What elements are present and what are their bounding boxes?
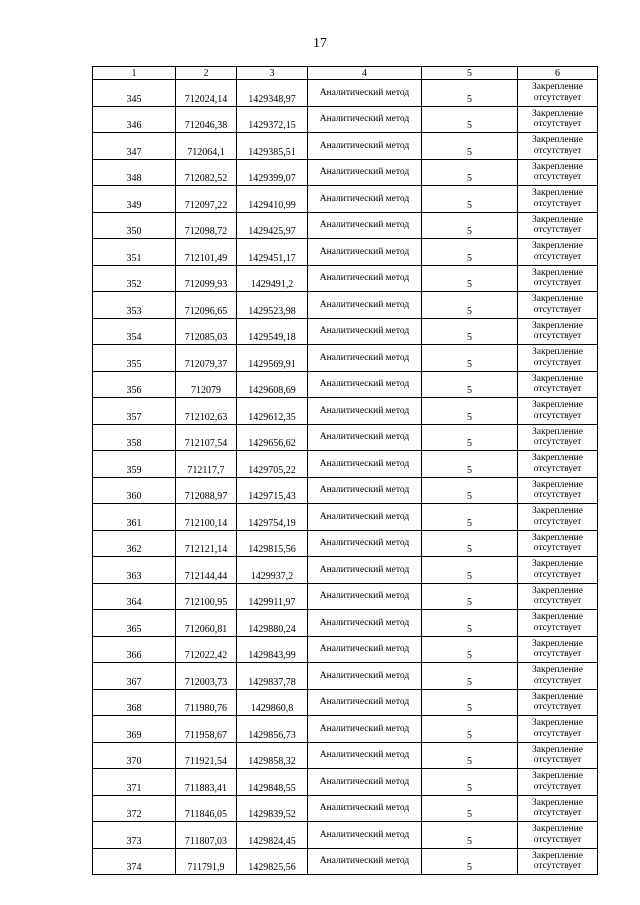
y-coordinate-cell: 1429348,97 <box>237 80 308 107</box>
table-row <box>93 292 598 319</box>
point-number-cell: 356 <box>93 371 176 398</box>
y-coordinate-cell: 1429523,98 <box>237 292 308 319</box>
y-coordinate-cell: 1429385,51 <box>237 133 308 160</box>
point-number-cell: 346 <box>93 106 176 133</box>
method-cell: Аналитический метод <box>308 159 422 186</box>
y-coordinate-cell: 1429837,78 <box>237 663 308 690</box>
table-row <box>93 477 598 504</box>
y-coordinate-cell: 1429937,2 <box>237 557 308 584</box>
fixing-cell: Закрепление отсутствует <box>518 769 598 796</box>
y-coordinate-cell: 1429839,52 <box>237 795 308 822</box>
point-number-cell: 348 <box>93 159 176 186</box>
column-header: 6 <box>518 67 598 80</box>
y-coordinate-cell: 1429549,18 <box>237 318 308 345</box>
fixing-cell: Закрепление отсутствует <box>518 822 598 849</box>
y-coordinate-cell: 1429715,43 <box>237 477 308 504</box>
method-cell: Аналитический метод <box>308 663 422 690</box>
accuracy-cell: 5 <box>422 106 518 133</box>
x-coordinate-cell: 712096,65 <box>176 292 237 319</box>
accuracy-cell: 5 <box>422 742 518 769</box>
y-coordinate-cell: 1429399,07 <box>237 159 308 186</box>
accuracy-cell: 5 <box>422 769 518 796</box>
table-row <box>93 716 598 743</box>
table-row <box>93 424 598 451</box>
accuracy-cell: 5 <box>422 345 518 372</box>
x-coordinate-cell: 712100,95 <box>176 583 237 610</box>
fixing-cell: Закрепление отсутствует <box>518 610 598 637</box>
fixing-cell: Закрепление отсутствует <box>518 133 598 160</box>
x-coordinate-cell: 711846,05 <box>176 795 237 822</box>
method-cell: Аналитический метод <box>308 477 422 504</box>
page-number: 17 <box>313 36 327 51</box>
point-number-cell: 350 <box>93 212 176 239</box>
accuracy-cell: 5 <box>422 371 518 398</box>
table-row <box>93 318 598 345</box>
method-cell: Аналитический метод <box>308 239 422 266</box>
table-row <box>93 186 598 213</box>
table-row <box>93 451 598 478</box>
method-cell: Аналитический метод <box>308 133 422 160</box>
fixing-cell: Закрепление отсутствует <box>518 292 598 319</box>
table-row <box>93 159 598 186</box>
y-coordinate-cell: 1429824,45 <box>237 822 308 849</box>
x-coordinate-cell: 712082,52 <box>176 159 237 186</box>
method-cell: Аналитический метод <box>308 689 422 716</box>
accuracy-cell: 5 <box>422 212 518 239</box>
fixing-cell: Закрепление отсутствует <box>518 689 598 716</box>
table-row <box>93 212 598 239</box>
x-coordinate-cell: 712102,63 <box>176 398 237 425</box>
table-row <box>93 769 598 796</box>
method-cell: Аналитический метод <box>308 398 422 425</box>
method-cell: Аналитический метод <box>308 636 422 663</box>
x-coordinate-cell: 712046,38 <box>176 106 237 133</box>
y-coordinate-cell: 1429656,62 <box>237 424 308 451</box>
y-coordinate-cell: 1429911,97 <box>237 583 308 610</box>
table-row <box>93 345 598 372</box>
x-coordinate-cell: 712099,93 <box>176 265 237 292</box>
method-cell: Аналитический метод <box>308 318 422 345</box>
point-number-cell: 359 <box>93 451 176 478</box>
fixing-cell: Закрепление отсутствует <box>518 106 598 133</box>
x-coordinate-cell: 712117,7 <box>176 451 237 478</box>
point-number-cell: 365 <box>93 610 176 637</box>
column-header: 1 <box>93 67 176 80</box>
y-coordinate-cell: 1429880,24 <box>237 610 308 637</box>
point-number-cell: 357 <box>93 398 176 425</box>
method-cell: Аналитический метод <box>308 80 422 107</box>
table-row <box>93 583 598 610</box>
accuracy-cell: 5 <box>422 689 518 716</box>
y-coordinate-cell: 1429858,32 <box>237 742 308 769</box>
table-row <box>93 663 598 690</box>
fixing-cell: Закрепление отсутствует <box>518 716 598 743</box>
accuracy-cell: 5 <box>422 80 518 107</box>
fixing-cell: Закрепление отсутствует <box>518 636 598 663</box>
point-number-cell: 351 <box>93 239 176 266</box>
method-cell: Аналитический метод <box>308 742 422 769</box>
y-coordinate-cell: 1429612,35 <box>237 398 308 425</box>
point-number-cell: 366 <box>93 636 176 663</box>
point-number-cell: 363 <box>93 557 176 584</box>
accuracy-cell: 5 <box>422 530 518 557</box>
fixing-cell: Закрепление отсутствует <box>518 424 598 451</box>
fixing-cell: Закрепление отсутствует <box>518 371 598 398</box>
table-row <box>93 689 598 716</box>
table-row <box>93 133 598 160</box>
x-coordinate-cell: 712144,44 <box>176 557 237 584</box>
point-number-cell: 354 <box>93 318 176 345</box>
fixing-cell: Закрепление отсутствует <box>518 212 598 239</box>
table-row <box>93 371 598 398</box>
accuracy-cell: 5 <box>422 716 518 743</box>
x-coordinate-cell: 712064,1 <box>176 133 237 160</box>
coordinates-table <box>92 66 598 875</box>
fixing-cell: Закрепление отсутствует <box>518 186 598 213</box>
method-cell: Аналитический метод <box>308 292 422 319</box>
y-coordinate-cell: 1429410,99 <box>237 186 308 213</box>
accuracy-cell: 5 <box>422 318 518 345</box>
fixing-cell: Закрепление отсутствует <box>518 239 598 266</box>
accuracy-cell: 5 <box>422 133 518 160</box>
y-coordinate-cell: 1429860,8 <box>237 689 308 716</box>
point-number-cell: 353 <box>93 292 176 319</box>
point-number-cell: 349 <box>93 186 176 213</box>
accuracy-cell: 5 <box>422 663 518 690</box>
method-cell: Аналитический метод <box>308 106 422 133</box>
method-cell: Аналитический метод <box>308 530 422 557</box>
point-number-cell: 369 <box>93 716 176 743</box>
x-coordinate-cell: 711980,76 <box>176 689 237 716</box>
x-coordinate-cell: 712085,03 <box>176 318 237 345</box>
point-number-cell: 372 <box>93 795 176 822</box>
fixing-cell: Закрепление отсутствует <box>518 663 598 690</box>
x-coordinate-cell: 711958,67 <box>176 716 237 743</box>
y-coordinate-cell: 1429705,22 <box>237 451 308 478</box>
point-number-cell: 362 <box>93 530 176 557</box>
point-number-cell: 374 <box>93 848 176 875</box>
method-cell: Аналитический метод <box>308 451 422 478</box>
point-number-cell: 347 <box>93 133 176 160</box>
accuracy-cell: 5 <box>422 159 518 186</box>
y-coordinate-cell: 1429569,91 <box>237 345 308 372</box>
x-coordinate-cell: 712079 <box>176 371 237 398</box>
table-header-row <box>93 67 598 80</box>
y-coordinate-cell: 1429425,97 <box>237 212 308 239</box>
method-cell: Аналитический метод <box>308 212 422 239</box>
fixing-cell: Закрепление отсутствует <box>518 530 598 557</box>
method-cell: Аналитический метод <box>308 583 422 610</box>
x-coordinate-cell: 712101,49 <box>176 239 237 266</box>
table-row <box>93 504 598 531</box>
y-coordinate-cell: 1429848,55 <box>237 769 308 796</box>
point-number-cell: 370 <box>93 742 176 769</box>
column-header: 4 <box>308 67 422 80</box>
method-cell: Аналитический метод <box>308 610 422 637</box>
fixing-cell: Закрепление отсутствует <box>518 318 598 345</box>
method-cell: Аналитический метод <box>308 371 422 398</box>
x-coordinate-cell: 712079,37 <box>176 345 237 372</box>
x-coordinate-cell: 712024,14 <box>176 80 237 107</box>
x-coordinate-cell: 712022,42 <box>176 636 237 663</box>
point-number-cell: 361 <box>93 504 176 531</box>
method-cell: Аналитический метод <box>308 769 422 796</box>
table-row <box>93 398 598 425</box>
column-header: 2 <box>176 67 237 80</box>
point-number-cell: 352 <box>93 265 176 292</box>
x-coordinate-cell: 711807,03 <box>176 822 237 849</box>
accuracy-cell: 5 <box>422 451 518 478</box>
method-cell: Аналитический метод <box>308 424 422 451</box>
x-coordinate-cell: 712100,14 <box>176 504 237 531</box>
x-coordinate-cell: 712088,97 <box>176 477 237 504</box>
fixing-cell: Закрепление отсутствует <box>518 80 598 107</box>
accuracy-cell: 5 <box>422 822 518 849</box>
table-row <box>93 557 598 584</box>
method-cell: Аналитический метод <box>308 557 422 584</box>
x-coordinate-cell: 711791,9 <box>176 848 237 875</box>
table-row <box>93 239 598 266</box>
accuracy-cell: 5 <box>422 504 518 531</box>
fixing-cell: Закрепление отсутствует <box>518 398 598 425</box>
point-number-cell: 368 <box>93 689 176 716</box>
y-coordinate-cell: 1429825,56 <box>237 848 308 875</box>
table-row <box>93 106 598 133</box>
fixing-cell: Закрепление отсутствует <box>518 345 598 372</box>
accuracy-cell: 5 <box>422 186 518 213</box>
x-coordinate-cell: 712098,72 <box>176 212 237 239</box>
fixing-cell: Закрепление отсутствует <box>518 795 598 822</box>
table-row <box>93 610 598 637</box>
x-coordinate-cell: 711883,41 <box>176 769 237 796</box>
table-row <box>93 742 598 769</box>
y-coordinate-cell: 1429491,2 <box>237 265 308 292</box>
point-number-cell: 367 <box>93 663 176 690</box>
point-number-cell: 355 <box>93 345 176 372</box>
method-cell: Аналитический метод <box>308 186 422 213</box>
y-coordinate-cell: 1429856,73 <box>237 716 308 743</box>
table-row <box>93 636 598 663</box>
x-coordinate-cell: 712003,73 <box>176 663 237 690</box>
y-coordinate-cell: 1429815,56 <box>237 530 308 557</box>
point-number-cell: 364 <box>93 583 176 610</box>
accuracy-cell: 5 <box>422 477 518 504</box>
column-header: 3 <box>237 67 308 80</box>
y-coordinate-cell: 1429451,17 <box>237 239 308 266</box>
table-row <box>93 822 598 849</box>
fixing-cell: Закрепление отсутствует <box>518 742 598 769</box>
x-coordinate-cell: 712097,22 <box>176 186 237 213</box>
point-number-cell: 358 <box>93 424 176 451</box>
y-coordinate-cell: 1429372,15 <box>237 106 308 133</box>
fixing-cell: Закрепление отсутствует <box>518 583 598 610</box>
method-cell: Аналитический метод <box>308 822 422 849</box>
point-number-cell: 373 <box>93 822 176 849</box>
accuracy-cell: 5 <box>422 610 518 637</box>
y-coordinate-cell: 1429754,19 <box>237 504 308 531</box>
x-coordinate-cell: 712107,54 <box>176 424 237 451</box>
method-cell: Аналитический метод <box>308 345 422 372</box>
x-coordinate-cell: 712121,14 <box>176 530 237 557</box>
accuracy-cell: 5 <box>422 848 518 875</box>
accuracy-cell: 5 <box>422 583 518 610</box>
method-cell: Аналитический метод <box>308 848 422 875</box>
fixing-cell: Закрепление отсутствует <box>518 451 598 478</box>
accuracy-cell: 5 <box>422 265 518 292</box>
x-coordinate-cell: 711921,54 <box>176 742 237 769</box>
table-row <box>93 795 598 822</box>
table-row <box>93 848 598 875</box>
method-cell: Аналитический метод <box>308 265 422 292</box>
table-row <box>93 530 598 557</box>
accuracy-cell: 5 <box>422 424 518 451</box>
accuracy-cell: 5 <box>422 795 518 822</box>
column-header: 5 <box>422 67 518 80</box>
method-cell: Аналитический метод <box>308 504 422 531</box>
y-coordinate-cell: 1429608,69 <box>237 371 308 398</box>
fixing-cell: Закрепление отсутствует <box>518 848 598 875</box>
fixing-cell: Закрепление отсутствует <box>518 477 598 504</box>
table-row <box>93 265 598 292</box>
point-number-cell: 360 <box>93 477 176 504</box>
point-number-cell: 345 <box>93 80 176 107</box>
method-cell: Аналитический метод <box>308 795 422 822</box>
method-cell: Аналитический метод <box>308 716 422 743</box>
fixing-cell: Закрепление отсутствует <box>518 159 598 186</box>
fixing-cell: Закрепление отсутствует <box>518 557 598 584</box>
fixing-cell: Закрепление отсутствует <box>518 265 598 292</box>
accuracy-cell: 5 <box>422 398 518 425</box>
fixing-cell: Закрепление отсутствует <box>518 504 598 531</box>
accuracy-cell: 5 <box>422 636 518 663</box>
y-coordinate-cell: 1429843,99 <box>237 636 308 663</box>
point-number-cell: 371 <box>93 769 176 796</box>
accuracy-cell: 5 <box>422 557 518 584</box>
x-coordinate-cell: 712060,81 <box>176 610 237 637</box>
table-body <box>93 80 598 875</box>
table-row <box>93 80 598 107</box>
accuracy-cell: 5 <box>422 239 518 266</box>
accuracy-cell: 5 <box>422 292 518 319</box>
